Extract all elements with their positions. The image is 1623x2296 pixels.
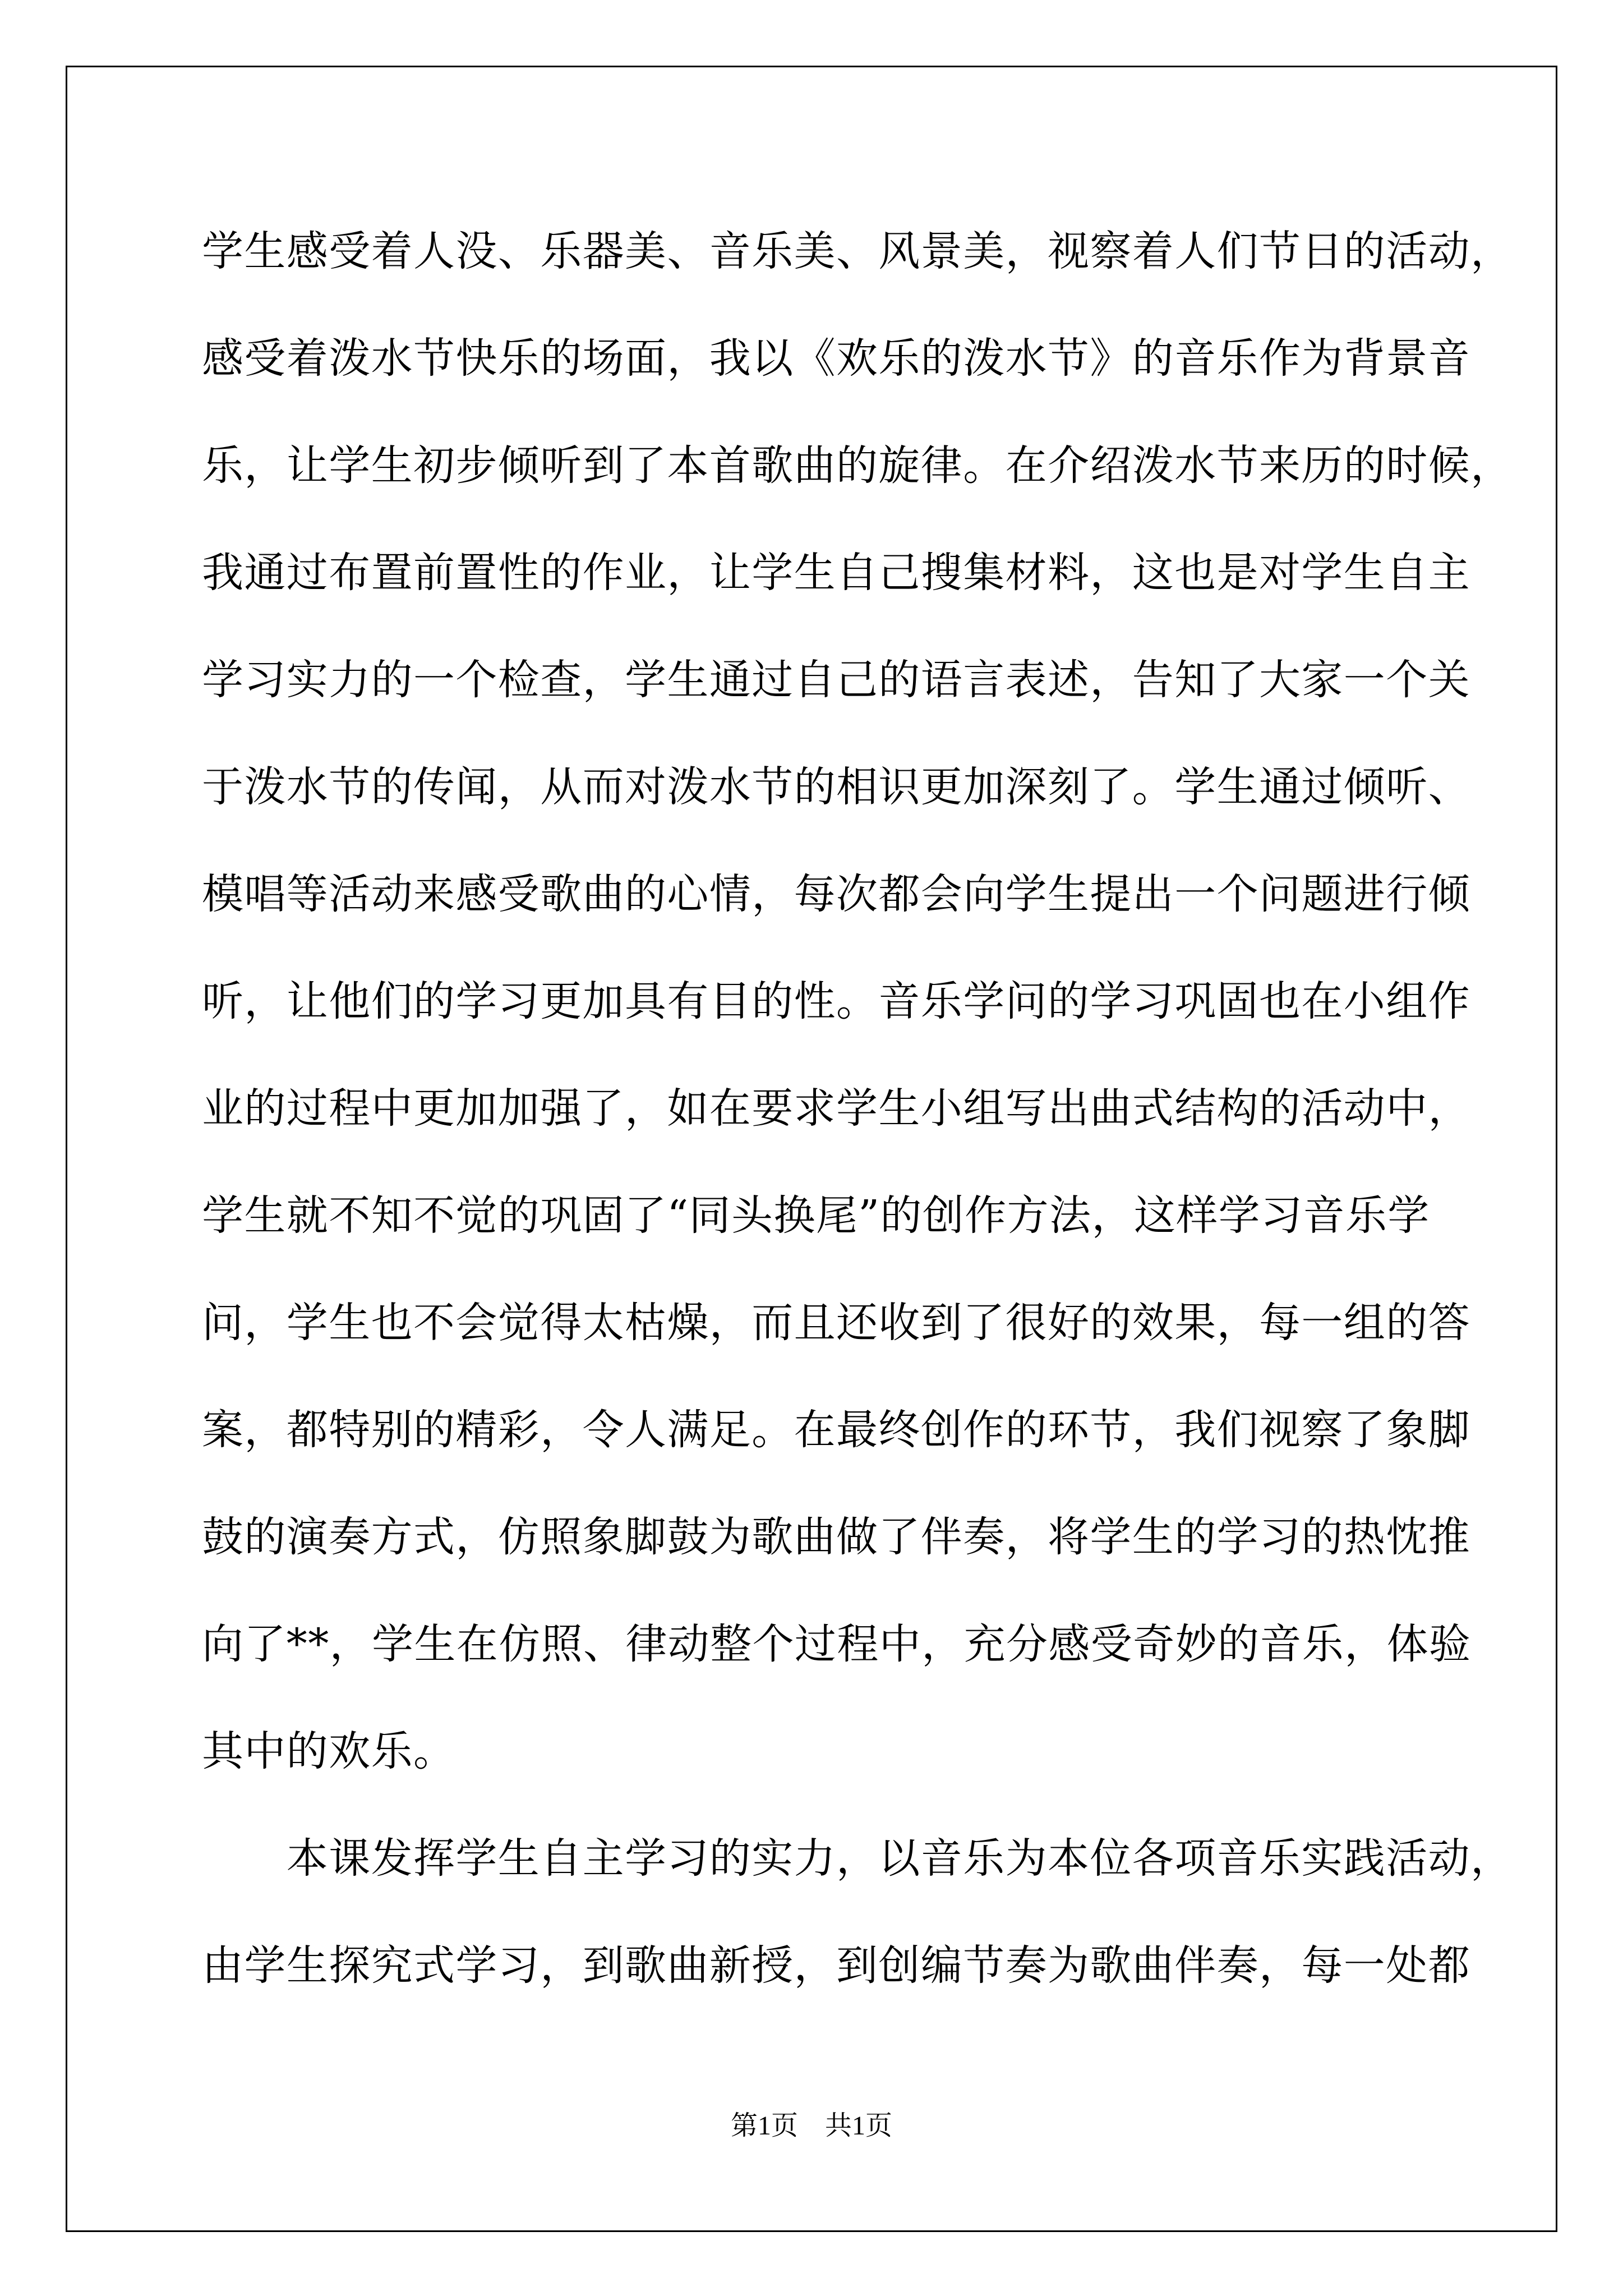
body-text-line: 学生感受着人没、乐器美、音乐美、风景美，视察着人们节日的活动，	[202, 227, 1513, 275]
body-text-line: 案，都特别的精彩，令人满足。在最终创作的环节，我们视察了象脚	[202, 1406, 1470, 1454]
body-text-line: 其中的欢乐。	[202, 1727, 456, 1775]
body-text-line: 向了**，学生在仿照、律动整个过程中，充分感受奇妙的音乐，体验	[202, 1620, 1472, 1668]
body-text-line: 感受着泼水节快乐的场面，我以《欢乐的泼水节》的音乐作为背景音	[202, 334, 1470, 383]
body-text-line: 听，让他们的学习更加具有目的性。音乐学问的学习巩固也在小组作	[202, 977, 1470, 1025]
body-text-line: 我通过布置前置性的作业，让学生自己搜集材料，这也是对学生自主	[202, 549, 1470, 597]
body-text-line: 学习实力的一个检查，学生通过自己的语言表述，告知了大家一个关	[202, 656, 1470, 704]
page-footer: 第1页 共1页	[730, 2111, 892, 2141]
page-border	[66, 66, 1557, 2232]
body-text-line: 由学生探究式学习，到歌曲新授，到创编节奏为歌曲伴奏，每一处都	[202, 1941, 1470, 1990]
body-text-line: 问，学生也不会觉得太枯燥，而且还收到了很好的效果，每一组的答	[202, 1299, 1470, 1347]
body-text-line: 本课发挥学生自主学习的实力，以音乐为本位各项音乐实践活动，	[202, 1834, 1513, 1883]
body-text-line: 鼓的演奏方式，仿照象脚鼓为歌曲做了伴奏，将学生的学习的热忱推	[202, 1513, 1470, 1561]
body-text-line: 乐，让学生初步倾听到了本首歌曲的旋律。在介绍泼水节来历的时候，	[202, 441, 1513, 490]
body-text-line: 学生就不知不觉的巩固了“同头换尾”的创作方法，这样学习音乐学	[202, 1191, 1430, 1240]
body-text-line: 业的过程中更加加强了，如在要求学生小组写出曲式结构的活动中，	[202, 1084, 1470, 1133]
body-text-line: 于泼水节的传闻，从而对泼水节的相识更加深刻了。学生通过倾听、	[202, 763, 1470, 811]
body-text-line: 模唱等活动来感受歌曲的心情，每次都会向学生提出一个问题进行倾	[202, 870, 1470, 918]
